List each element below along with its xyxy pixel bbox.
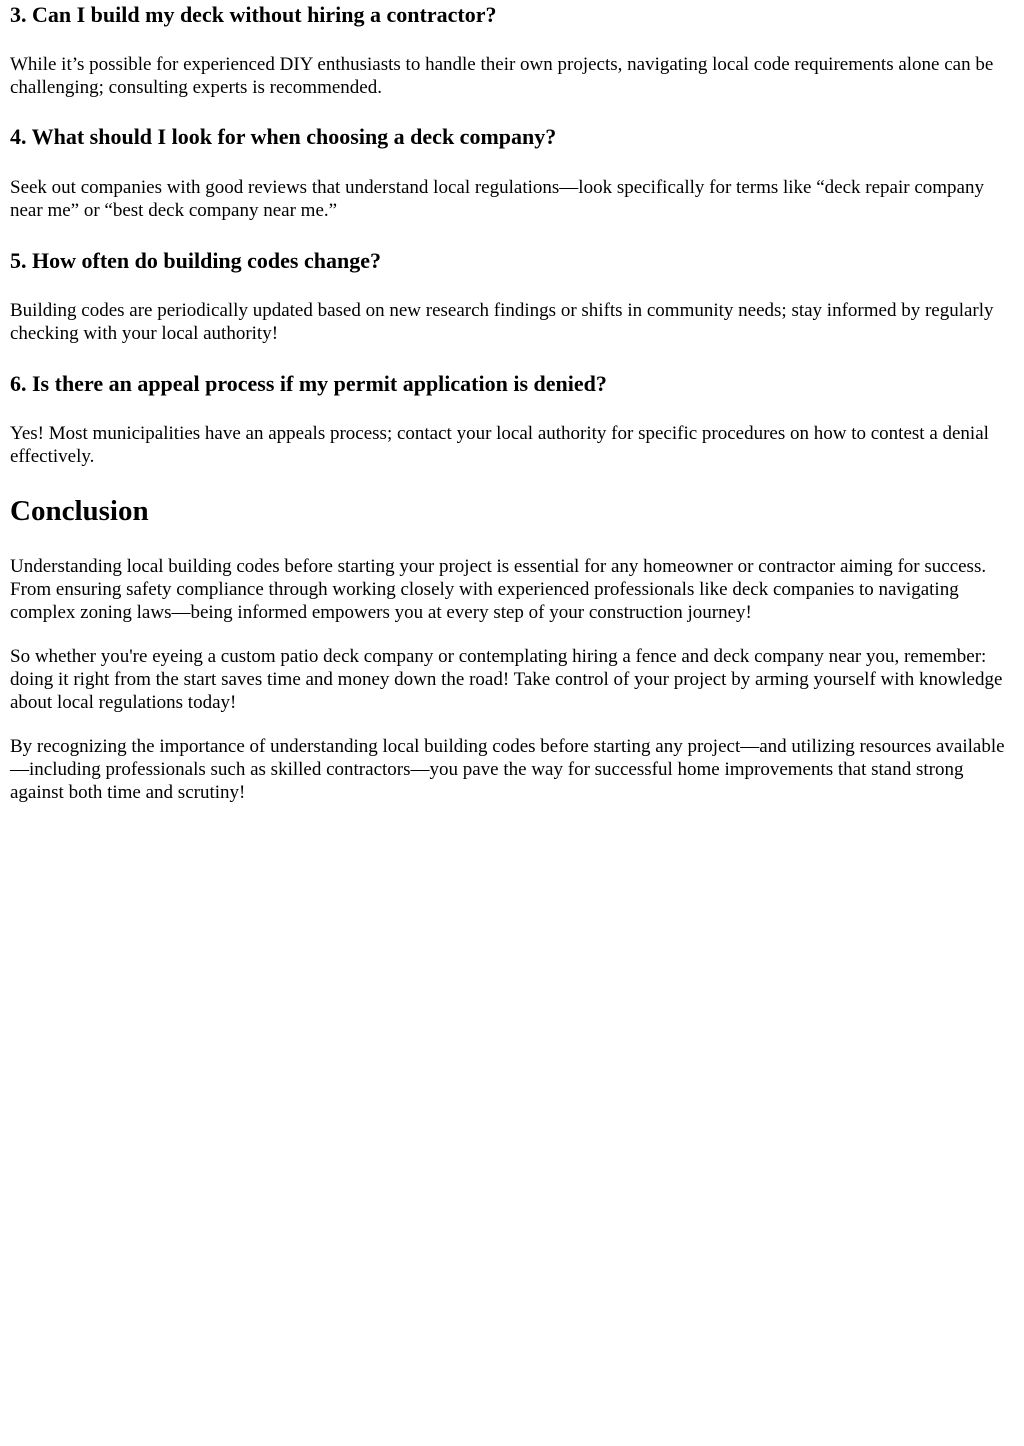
faq-answer-6: Yes! Most municipalities have an appeals process; contact your local authority for specific procedures on how to contest a denial effectively.	[10, 423, 989, 467]
faq-question-6: 6. Is there an appeal process if my permit application is denied?	[10, 371, 607, 396]
conclusion-heading: Conclusion	[10, 495, 149, 527]
faq-question-3: 3. Can I build my deck without hiring a contractor?	[10, 2, 497, 27]
faq-question-5: 5. How often do building codes change?	[10, 248, 381, 273]
faq-answer-5: Building codes are periodically updated based on new research findings or shifts in community needs; stay informed by regularly checking with your local authority!	[10, 300, 994, 344]
faq-answer-4: Seek out companies with good reviews that understand local regulations—look specifically for terms like “deck repair company near me” or “best deck company near me.”	[10, 177, 984, 221]
faq-question-4: 4. What should I look for when choosing a deck company?	[10, 124, 557, 149]
conclusion-paragraph-2: So whether you're eyeing a custom patio deck company or contemplating hiring a fence and deck company near you, remember: doing it right from the start saves time and money down the road! Take control of your project by arming yourself with knowledge about local regulations today!	[10, 646, 1003, 713]
conclusion-paragraph-3: By recognizing the importance of understanding local building codes before starting any project—and utilizing resources available—including professionals such as skilled contractors—you pave the way for successful home improvements that stand strong against both time and scrutiny!	[10, 736, 1005, 803]
conclusion-paragraph-1: Understanding local building codes before starting your project is essential for any homeowner or contractor aiming for success. From ensuring safety compliance through working closely with experienced professionals like deck companies to navigating complex zoning laws—being informed empowers you at every step of your construction journey!	[10, 556, 987, 623]
faq-answer-3: While it’s possible for experienced DIY enthusiasts to handle their own projects, navigating local code requirements alone can be challenging; consulting experts is recommended.	[10, 54, 994, 98]
